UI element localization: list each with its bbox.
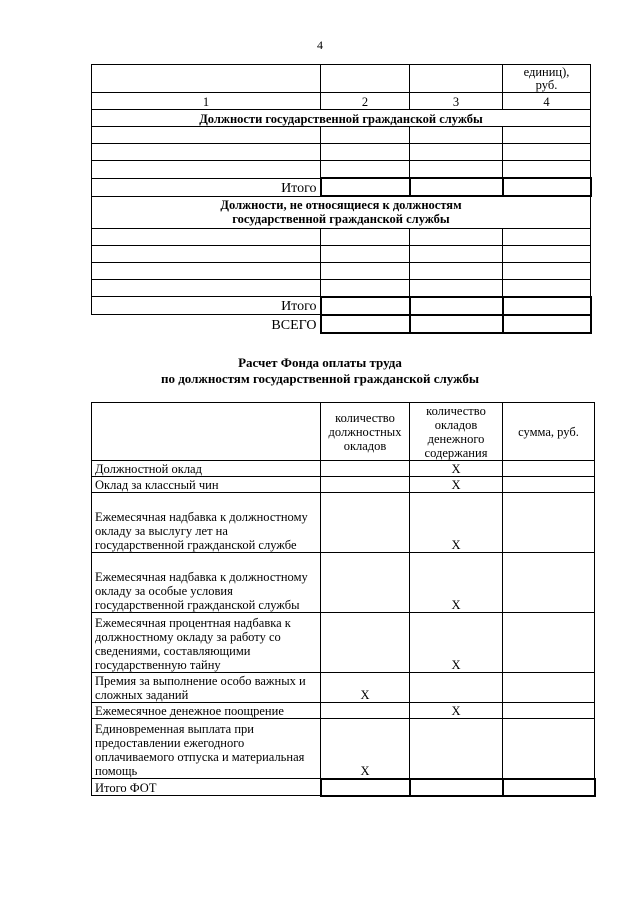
- grand-total-label: ВСЕГО: [271, 317, 317, 333]
- section1-title: Должности государственной гражданской службы: [92, 110, 591, 127]
- table-row-label: Единовременная выплата при предоставлении ежегодного оплачиваемого отпуска и материальная помощь: [92, 719, 321, 779]
- table-row: [92, 127, 321, 144]
- table-row-label: Должностной оклад: [92, 461, 321, 477]
- table-row: [92, 228, 321, 245]
- x-mark: X: [321, 673, 410, 703]
- fot-table: [91, 402, 596, 797]
- x-mark: X: [410, 461, 503, 477]
- header-cell-1: [92, 65, 321, 93]
- fot-total-label: Итого ФОТ: [92, 779, 321, 796]
- table-row-label: Премия за выполнение особо важных и сложных заданий: [92, 673, 321, 703]
- x-mark: X: [410, 477, 503, 493]
- fot-header-salaries: количество должностных окладов: [321, 403, 410, 461]
- section2-title: Должности, не относящиеся к должностям государственной гражданской службы: [92, 196, 591, 228]
- header-cell-3: [410, 65, 503, 93]
- table-row-label: Ежемесячная процентная надбавка к должностному окладу за работу со сведениями, составляющими государственную тайну: [92, 613, 321, 673]
- fot-header-sum: сумма, руб.: [503, 403, 595, 461]
- table-row: [92, 279, 321, 297]
- col-number-4: 4: [503, 93, 591, 110]
- table-row: [92, 245, 321, 262]
- table-row-label: Ежемесячное денежное поощрение: [92, 703, 321, 719]
- table-row: [92, 262, 321, 279]
- table-row-label: Оклад за классный чин: [92, 477, 321, 493]
- fot-header-label: [92, 403, 321, 461]
- page-number: 4: [317, 38, 323, 52]
- col-number-2: 2: [321, 93, 410, 110]
- section1-total-label: Итого: [92, 178, 321, 196]
- table-row: [92, 161, 321, 179]
- x-mark: X: [410, 553, 503, 613]
- positions-table: [91, 64, 592, 334]
- fot-calculation-title: Расчет Фонда оплаты труда по должностям государственной гражданской службы: [160, 355, 480, 386]
- header-cell-2: [321, 65, 410, 93]
- table-row: [92, 144, 321, 161]
- table-row-label: Ежемесячная надбавка к должностному окладу за выслугу лет на государственной гражданской службе: [92, 493, 321, 553]
- x-mark: X: [410, 613, 503, 673]
- table-row-label: Ежемесячная надбавка к должностному окладу за особые условия государственной гражданской службы: [92, 553, 321, 613]
- header-cell-4: единиц), руб.: [503, 65, 591, 93]
- fot-header-allowances: количество окладов денежного содержания: [410, 403, 503, 461]
- col-number-1: 1: [92, 93, 321, 110]
- x-mark: X: [410, 493, 503, 553]
- x-mark: X: [321, 719, 410, 779]
- col-number-3: 3: [410, 93, 503, 110]
- section2-total-label: Итого: [92, 297, 321, 315]
- x-mark: X: [410, 703, 503, 719]
